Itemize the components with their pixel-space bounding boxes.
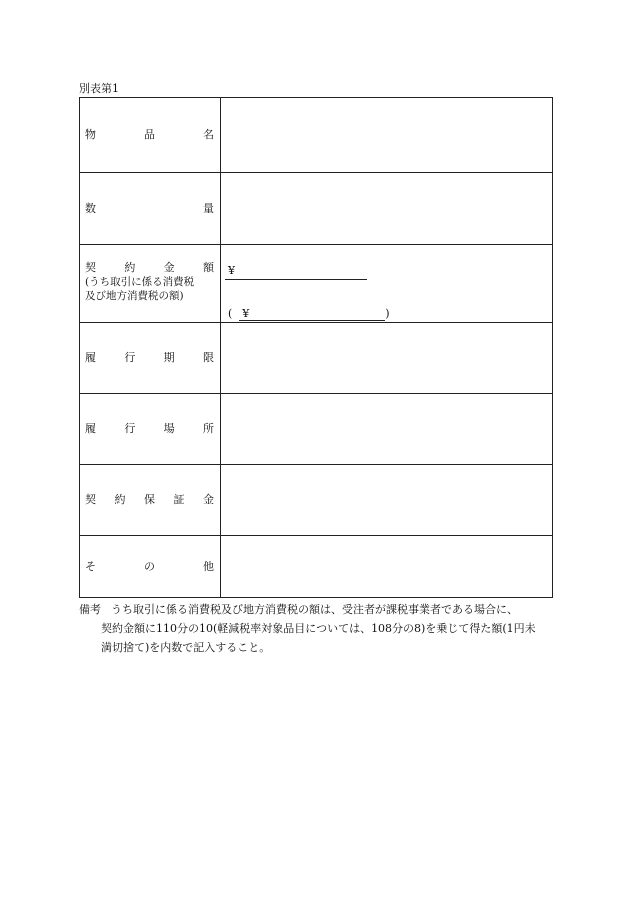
- remarks-label: 備考: [79, 603, 101, 616]
- tax-amount-underline[interactable]: [239, 320, 385, 321]
- yen-sign-tax: ¥: [242, 307, 250, 320]
- row-quantity: [80, 173, 553, 245]
- label-tax-note-2: 及び地方消費税の額): [85, 290, 184, 302]
- remarks-line-2: 契約金額に110分の10(軽減税率対象品目については、108分の8)を乗じて得た額(1円未: [101, 622, 536, 635]
- label-delivery-place: [80, 394, 221, 465]
- label-contract-amount: [80, 245, 221, 323]
- label-quantity: [80, 173, 221, 245]
- remarks-first-line: [79, 600, 559, 619]
- paren-open: (: [228, 307, 233, 320]
- row-other: [80, 536, 553, 598]
- paren-close: ): [385, 307, 390, 320]
- value-delivery-deadline[interactable]: [221, 323, 553, 394]
- yen-sign: ¥: [228, 264, 235, 277]
- row-contract-deposit: [80, 465, 553, 536]
- label-other: [80, 536, 221, 598]
- label-other-text: そ の 他: [85, 559, 214, 573]
- remarks-line-1: うち取引に係る消費税及び地方消費税の額は、受注者が課税事業者である場合に、: [111, 603, 518, 616]
- label-delivery-place-text: 履 行 場 所: [85, 422, 214, 435]
- label-contract-amount-text: 契 約 金 額: [85, 261, 214, 274]
- label-delivery-deadline: [80, 323, 221, 394]
- value-contract-amount[interactable]: [221, 245, 553, 323]
- row-delivery-deadline: [80, 323, 553, 394]
- row-item-name: [80, 98, 553, 173]
- value-contract-deposit[interactable]: [221, 465, 553, 536]
- value-quantity[interactable]: [221, 173, 553, 245]
- row-contract-amount: [80, 245, 553, 323]
- label-item-name: [80, 98, 221, 173]
- page-heading: 別表第1: [79, 82, 119, 95]
- amount-underline[interactable]: [225, 279, 367, 280]
- value-delivery-place[interactable]: [221, 394, 553, 465]
- label-quantity-text: 数 量: [85, 201, 214, 215]
- label-contract-deposit: [80, 465, 221, 536]
- value-other[interactable]: [221, 536, 553, 598]
- amount-area: [221, 245, 552, 322]
- label-delivery-deadline-text: 履 行 期 限: [85, 351, 214, 364]
- remarks-line-3: 満切捨て)を内数で記入すること。: [101, 641, 271, 654]
- tax-amount-line: [228, 307, 390, 321]
- label-contract-deposit-text: 契 約 保 証 金: [85, 493, 214, 506]
- remarks: [79, 600, 559, 657]
- label-item-name-text: 物 品 名: [85, 128, 214, 141]
- row-delivery-place: [80, 394, 553, 465]
- label-tax-note-1: (うち取引に係る消費税: [85, 276, 195, 288]
- contract-form-table: [79, 97, 553, 598]
- value-item-name[interactable]: [221, 98, 553, 173]
